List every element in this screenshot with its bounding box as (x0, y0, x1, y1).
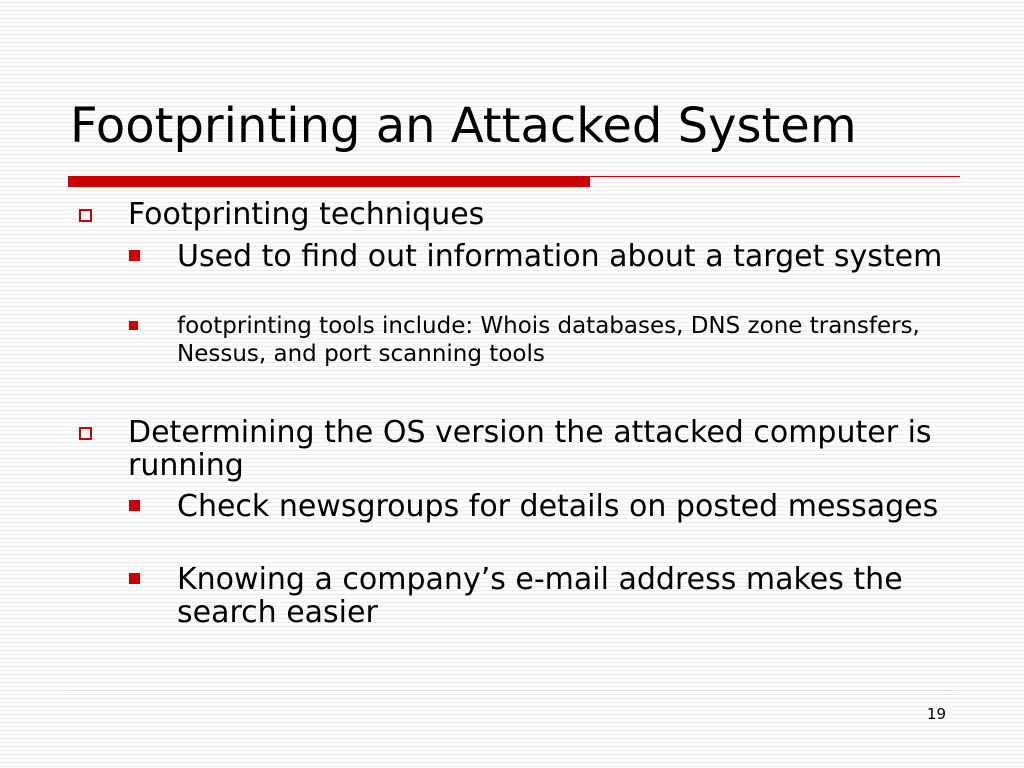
bullet-text: Determining the OS version the attacked computer is running (128, 415, 932, 483)
bullet-item-footprinting-tools (177, 312, 967, 368)
bullet-item-find-information (177, 240, 967, 273)
hollow-square-bullet-icon (79, 209, 92, 222)
bullet-item-email-address (177, 563, 967, 629)
filled-square-bullet-icon (129, 321, 138, 330)
filled-square-bullet-icon (129, 500, 140, 511)
bullet-text: Used to find out information about a target system (177, 239, 943, 274)
title-accent-line (590, 176, 960, 177)
title-accent-bar (68, 176, 590, 187)
bullet-item-footprinting-techniques (128, 198, 948, 231)
bullet-item-check-newsgroups (177, 490, 967, 523)
bullet-item-determining-os (128, 416, 948, 482)
bullet-text: footprinting tools include: Whois databases, DNS zone transfers, Nessus, and port scanning tools (177, 313, 920, 367)
bullet-text: Check newsgroups for details on posted messages (177, 489, 939, 524)
bullet-text: Knowing a company’s e-mail address makes the search easier (177, 562, 903, 630)
footer-rule (68, 690, 958, 691)
filled-square-bullet-icon (129, 250, 140, 261)
filled-square-bullet-icon (129, 573, 140, 584)
bullet-text: Footprinting techniques (128, 197, 485, 232)
slide-number: 19 (926, 705, 946, 723)
slide-title: Footprinting an Attacked System (70, 98, 857, 154)
hollow-square-bullet-icon (79, 427, 92, 440)
